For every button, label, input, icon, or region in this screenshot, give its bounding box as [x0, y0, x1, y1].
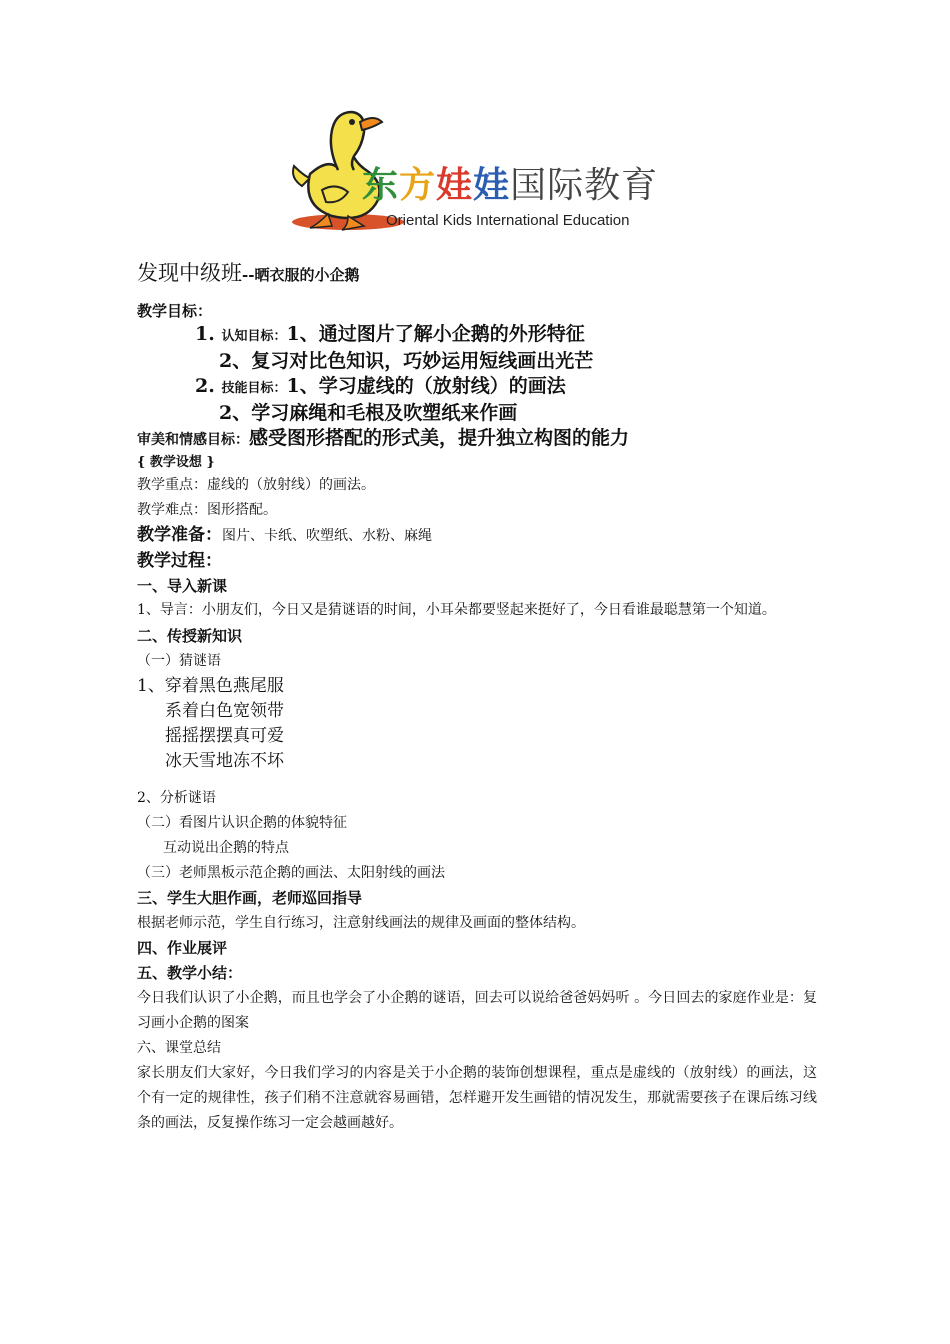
- goal-1-b: 2、复习对比色知识，巧妙运用短线画出光芒: [219, 350, 594, 372]
- logo-char: 娃: [473, 165, 511, 206]
- difficulty: 教学难点：图形搭配。: [137, 502, 277, 518]
- goal-1: [137, 322, 817, 349]
- riddle-line-2: 系着白色宽领带: [165, 701, 284, 721]
- title-main: 发现中级班: [137, 261, 242, 285]
- goal-1-num: 1.: [195, 323, 215, 345]
- logo-char: 娃: [436, 165, 474, 206]
- goal-2-num: 2.: [195, 375, 215, 397]
- logo-char: 东: [362, 165, 400, 206]
- prep-label: 教学准备：: [137, 525, 222, 545]
- process-heading: 教学过程：: [137, 551, 222, 571]
- section-5-heading: 五、教学小结：: [137, 964, 243, 982]
- goal-1-label: 认知目标：: [221, 329, 287, 344]
- goal-2-a: 1、学习虚线的（放射线）的画法: [286, 375, 566, 397]
- riddle-line-1: 1、穿着黑色燕尾服: [137, 676, 284, 696]
- section-2-c: （三）老师黑板示范企鹅的画法、太阳射线的画法: [137, 865, 445, 881]
- section-4-heading: 四、作业展评: [137, 939, 228, 957]
- logo-english-text: Oriental Kids International Education: [386, 212, 630, 229]
- section-3-heading: 三、学生大胆作画，老师巡回指导: [137, 889, 363, 907]
- goal-2-b: 2、学习麻绳和毛根及吹塑纸来作画: [219, 402, 518, 424]
- section-2-b: （二）看图片认识企鹅的体貌特征: [137, 815, 347, 831]
- section-3-paragraph: 根据老师示范，学生自行练习，注意射线画法的规律及画面的整体结构。: [137, 915, 585, 931]
- brand-logo: [288, 108, 678, 238]
- lesson-plan: [137, 258, 817, 1136]
- title-suffix: --晒衣服的小企鹅: [242, 266, 360, 284]
- section-6-heading: 六、课堂总结: [137, 1040, 221, 1056]
- section-1-paragraph: 1、导言：小朋友们，今日又是猜谜语的时间，小耳朵都要竖起来挺好了，今日看谁最聪慧第一个知道。: [137, 602, 776, 618]
- emotion-label: 审美和情感目标：: [137, 432, 249, 448]
- goal-2-label: 技能目标：: [221, 381, 287, 396]
- section-2-b-1: 互动说出企鹅的特点: [163, 840, 289, 856]
- logo-suffix: 国际教育: [510, 165, 659, 206]
- section-5-paragraph: 今日我们认识了小企鹅，而且也学会了小企鹅的谜语，回去可以说给爸爸妈妈听 。今日回去的家庭作业是：复习画小企鹅的图案: [137, 990, 817, 1031]
- goal-2: [137, 374, 817, 401]
- riddle-line-4: 冰天雪地冻不坏: [165, 751, 284, 771]
- goal-1-a: 1、通过图片了解小企鹅的外形特征: [286, 323, 585, 345]
- design-heading: { 教学设想 }: [137, 455, 215, 470]
- analyze-riddle: 2、分析谜语: [137, 790, 216, 806]
- section-2-a: （一）猜谜语: [137, 653, 221, 669]
- emotion-goal: [137, 426, 817, 453]
- section-6-paragraph: 家长朋友们大家好，今日我们学习的内容是关于小企鹅的装饰创想课程，重点是虚线的（放射线）的画法，这个有一定的规律性，孩子们稍不注意就容易画错，怎样避开发生画错的情况发生，那就需要孩子在课后练习线条的画法，反复操作练习一定会越画越好。: [137, 1065, 817, 1131]
- preparation: [137, 523, 817, 549]
- goals-heading: 教学目标：: [137, 302, 213, 320]
- page-title: [137, 258, 817, 290]
- section-1-heading: 一、导入新课: [137, 577, 228, 595]
- emotion-text: 感受图形搭配的形式美，提升独立构图的能力: [249, 427, 630, 449]
- key-point: 教学重点：虚线的（放射线）的画法。: [137, 477, 375, 493]
- riddle-line-3: 摇摇摆摆真可爱: [165, 726, 284, 746]
- logo-char: 方: [399, 165, 437, 206]
- section-2-heading: 二、传授新知识: [137, 627, 243, 645]
- logo-chinese-text: [362, 166, 658, 206]
- prep-text: 图片、卡纸、吹塑纸、水粉、麻绳: [222, 528, 432, 544]
